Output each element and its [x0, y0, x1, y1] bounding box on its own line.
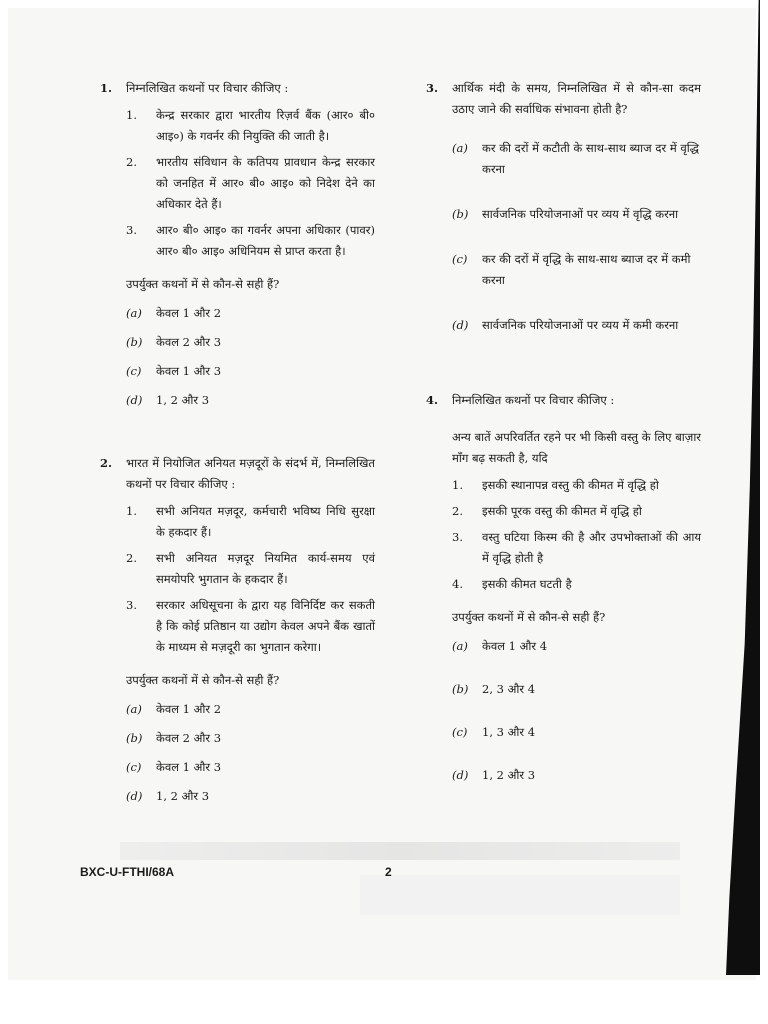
option-letter: (d)	[126, 789, 143, 803]
option-a	[452, 636, 701, 657]
option-letter: (a)	[452, 141, 468, 155]
option-letter: (a)	[126, 702, 142, 716]
option-letter: (a)	[452, 639, 468, 653]
option-b	[452, 679, 701, 700]
question-number: 2.	[100, 456, 113, 470]
question-number: 1.	[100, 81, 113, 95]
option-letter: (c)	[126, 760, 142, 774]
option-letter: (b)	[452, 682, 469, 696]
statement-number: 2.	[452, 504, 463, 518]
option-text: कर की दरों में कटौती के साथ-साथ ब्याज दर में वृद्धि करना	[482, 141, 699, 176]
option-text: केवल 1 और 3	[156, 364, 222, 378]
option-text: 2, 3 और 4	[482, 682, 536, 696]
option-letter: (d)	[452, 318, 469, 332]
statement	[452, 475, 701, 496]
statement	[452, 527, 701, 569]
option-c	[126, 757, 375, 778]
option-d	[452, 765, 701, 786]
option-letter: (b)	[452, 207, 469, 221]
statement	[126, 105, 375, 147]
option-a	[452, 138, 701, 180]
statement-number: 2.	[126, 155, 137, 169]
question-text: निम्नलिखित कथनों पर विचार कीजिए :	[452, 393, 615, 407]
question-stem	[100, 78, 375, 99]
option-b	[126, 728, 375, 749]
option-text: सार्वजनिक परियोजनाओं पर व्यय में कमी करना	[482, 318, 679, 332]
option-b	[452, 204, 701, 225]
option-text: 1, 2 और 3	[156, 393, 210, 407]
statement	[126, 152, 375, 215]
statement-number: 1.	[126, 108, 137, 122]
option-letter: (a)	[126, 306, 142, 320]
question-prompt: उपर्युक्त कथनों में से कौन-से सही हैं?	[452, 610, 606, 624]
statement	[126, 548, 375, 590]
statement-text: आर० बी० आइ० का गवर्नर अपना अधिकार (पावर) आर० बी० आइ० अधिनियम से प्राप्त करता है।	[156, 223, 375, 258]
paper-code: BXC-U-FTHI/68A	[80, 865, 175, 879]
option-letter: (b)	[126, 335, 143, 349]
question-number: 3.	[426, 81, 439, 95]
option-list	[126, 699, 375, 807]
option-text: 1, 2 और 3	[482, 768, 536, 782]
option-text: 1, 3 और 4	[482, 725, 536, 739]
statement-text: इसकी पूरक वस्तु की कीमत में वृद्धि हो	[482, 504, 642, 518]
question-2	[100, 453, 375, 815]
statement-number: 1.	[452, 478, 463, 492]
statement-number: 3.	[126, 598, 137, 612]
question-3	[426, 78, 701, 360]
option-letter: (c)	[452, 252, 468, 266]
option-d	[126, 390, 375, 411]
statement-text: इसकी कीमत घटती है	[482, 577, 572, 591]
show-through-patch	[360, 875, 680, 915]
question-stem	[426, 390, 701, 411]
statement-text: सभी अनियत मज़दूर, कर्मचारी भविष्य निधि सुरक्षा के हकदार हैं।	[156, 504, 375, 539]
option-text: सार्वजनिक परियोजनाओं पर व्यय में वृद्धि करना	[482, 207, 679, 221]
option-b	[126, 332, 375, 353]
option-text: कर की दरों में वृद्धि के साथ-साथ ब्याज दर में कमी करना	[482, 252, 691, 287]
question-stem	[426, 78, 701, 120]
option-text: केवल 2 और 3	[156, 731, 222, 745]
option-a	[126, 699, 375, 720]
statement-text: सरकार अधिसूचना के द्वारा यह विनिर्दिष्ट कर सकती है कि कोई प्रतिष्ठान या उद्योग केवल अपने बैंक खातों के माध्यम से मज़दूरी का भुगतान करेगा।	[156, 598, 375, 654]
option-text: केवल 1 और 4	[482, 639, 548, 653]
statement	[126, 595, 375, 658]
option-letter: (d)	[452, 768, 469, 782]
statement	[126, 220, 375, 262]
option-a	[126, 303, 375, 324]
option-text: 1, 2 और 3	[156, 789, 210, 803]
option-list	[452, 636, 701, 786]
question-prompt: उपर्युक्त कथनों में से कौन-से सही हैं?	[126, 673, 280, 687]
option-d	[126, 786, 375, 807]
question-prompt: उपर्युक्त कथनों में से कौन-से सही हैं?	[126, 277, 280, 291]
question-text: भारत में नियोजित अनियत मज़दूरों के संदर्भ में, निम्नलिखित कथनों पर विचार कीजिए :	[126, 456, 375, 491]
statement-text: वस्तु घटिया किस्म की है और उपभोक्ताओं की आय में वृद्धि होती है	[482, 530, 701, 565]
show-through-band	[120, 842, 680, 860]
option-letter: (d)	[126, 393, 143, 407]
statement-text: इसकी स्थानापन्न वस्तु की कीमत में वृद्धि हो	[482, 478, 659, 492]
question-text: निम्नलिखित कथनों पर विचार कीजिए :	[126, 81, 289, 95]
option-letter: (c)	[126, 364, 142, 378]
statement-text: सभी अनियत मज़दूर नियमित कार्य-समय एवं समयोपरि भुगतान के हकदार हैं।	[156, 551, 375, 586]
statement-number: 3.	[126, 223, 137, 237]
statement-number: 2.	[126, 551, 137, 565]
option-text: केवल 2 और 3	[156, 335, 222, 349]
statement-list	[126, 105, 375, 262]
option-text: केवल 1 और 2	[156, 702, 222, 716]
statement-list	[126, 501, 375, 658]
statement	[452, 501, 701, 522]
option-list	[126, 303, 375, 411]
statement-text: भारतीय संविधान के कतिपय प्रावधान केन्द्र सरकार को जनहित में आर० बी० आइ० को निदेश देने का अधिकार देते हैं।	[156, 155, 375, 211]
option-list	[452, 138, 701, 336]
question-text: आर्थिक मंदी के समय, निम्नलिखित में से कौन-सा कदम उठाए जाने की सर्वाधिक संभावना होती है?	[452, 81, 701, 116]
statement-number: 3.	[452, 530, 463, 544]
option-c	[126, 361, 375, 382]
statement-number: 4.	[452, 577, 463, 591]
option-text: केवल 1 और 2	[156, 306, 222, 320]
statement-list	[452, 475, 701, 595]
option-d	[452, 315, 701, 336]
option-c	[452, 722, 701, 743]
question-stem	[100, 453, 375, 495]
statement	[126, 501, 375, 543]
question-4	[426, 390, 701, 808]
question-number: 4.	[426, 393, 439, 407]
statement-text: केन्द्र सरकार द्वारा भारतीय रिज़र्व बैंक (आर० बी० आइ०) के गवर्नर की नियुक्ति की जाती है।	[156, 108, 375, 143]
option-letter: (c)	[452, 725, 468, 739]
question-intro: अन्य बातें अपरिवर्तित रहने पर भी किसी वस्तु के लिए बाज़ार माँग बढ़ सकती है, यदि	[452, 430, 701, 465]
page-number: 2	[385, 865, 392, 879]
option-text: केवल 1 और 3	[156, 760, 222, 774]
option-c	[452, 249, 701, 291]
option-letter: (b)	[126, 731, 143, 745]
question-1	[100, 78, 375, 419]
statement	[452, 574, 701, 595]
statement-number: 1.	[126, 504, 137, 518]
